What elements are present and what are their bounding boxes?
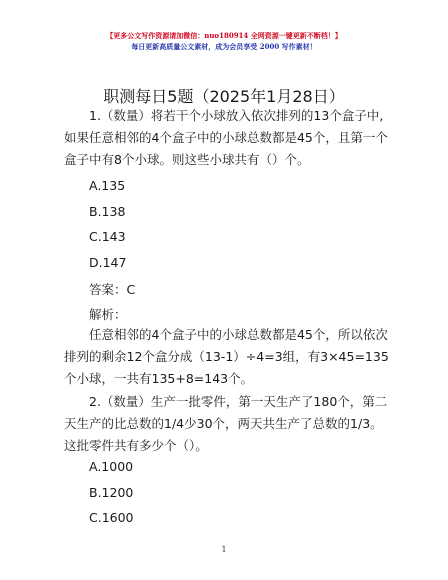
question-1-line: 如果任意相邻的4个盒子中的小球总数都是45个，且第一个	[64, 130, 388, 145]
question-2-line: 2.（数量）生产一批零件，第一天生产了180个，第二	[89, 394, 388, 409]
page-number: 1	[221, 545, 227, 554]
question-1-option-c: C.143	[89, 229, 126, 244]
question-2-option-c: C.1600	[89, 510, 134, 525]
question-1-text	[64, 105, 394, 171]
promo-banner-line1: 【更多公文写作资源请加微信：nuo180914 全网资源一键更新不断档！】	[106, 31, 342, 40]
analysis-line: 排列的剩余12个盒分成（13-1）÷4=3组，有3×45=135	[64, 349, 389, 364]
question-2-option-b: B.1200	[89, 485, 134, 500]
question-1-option-a: A.135	[89, 178, 126, 193]
question-2-option-a: A.1000	[89, 459, 134, 474]
question-2-line: 这批零件共有多少个（）。	[64, 438, 208, 453]
question-1-analysis	[64, 324, 394, 390]
question-2-text	[64, 391, 394, 457]
question-1-option-d: D.147	[89, 255, 127, 270]
question-1-answer: 答案：C	[89, 282, 136, 297]
promo-banner-line2: 每日更新高质量公文素材，成为会员享受 2000 写作素材！	[131, 42, 317, 51]
question-1-line: 盒子中有8个小球。则这些小球共有（）个。	[64, 152, 310, 167]
question-2-line: 天生产的比总数的1/4少30个，两天共生产了总数的1/3。	[64, 416, 383, 431]
analysis-line: 个小球，一共有135+8=143个。	[64, 371, 254, 386]
question-1-line: 1.（数量）将若干个小球放入依次排列的13个盒子中,	[89, 108, 384, 123]
question-1-option-b: B.138	[89, 204, 126, 219]
analysis-line: 任意相邻的4个盒子中的小球总数都是45个，所以依次	[89, 327, 388, 342]
question-1-analysis-label: 解析：	[89, 307, 127, 322]
page-title: 职测每日5题（2025年1月28日）	[103, 87, 345, 106]
